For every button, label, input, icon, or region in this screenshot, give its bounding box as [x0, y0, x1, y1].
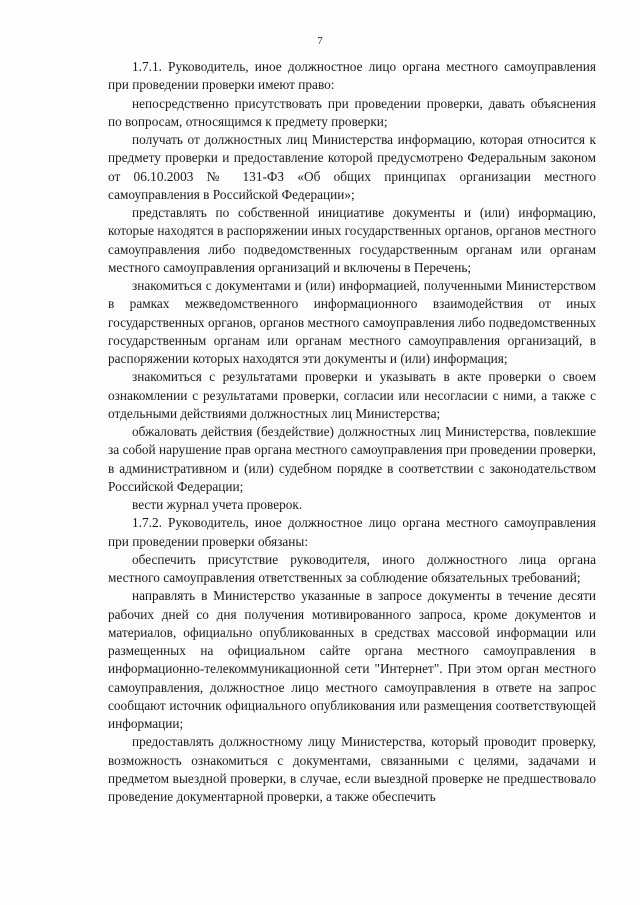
paragraph: знакомиться с документами и (или) информацией, полученными Министерством в рамках межведомственного информационного взаимодействия от иных государственных органов, органов местного самоуправления либо подведомственных государственным органам или органам местного самоуправления организаций, в распоряжении которых находятся эти документы и (или) информация; — [108, 278, 596, 366]
paragraph: обеспечить присутствие руководителя, иного должностного лица органа местного самоуправления ответственных за соблюдение обязательных требований; — [108, 551, 596, 585]
document-body — [108, 58, 596, 806]
paragraph: представлять по собственной инициативе документы и (или) информацию, которые находятся в распоряжении иных государственных органов, органов местного самоуправления либо подведомственных государственным органам или органам местного самоуправления организаций и включены в Перечень; — [108, 205, 596, 275]
paragraph: вести журнал учета проверок. — [132, 497, 303, 512]
paragraph: 1.7.2. Руководитель, иное должностное лицо органа местного самоуправления при проведении проверки обязаны: — [108, 515, 596, 549]
paragraph: непосредственно присутствовать при проведении проверки, давать объяснения по вопросам, относящимся к предмету проверки; — [108, 95, 596, 129]
paragraph: 1.7.1. Руководитель, иное должностное лицо органа местного самоуправления при проведении проверки имеют право: — [108, 59, 596, 93]
paragraph: обжаловать действия (бездействие) должностных лиц Министерства, повлекшие за собой нарушение прав органа местного самоуправления при проведении проверки, в административном и (или) судебном порядке в соответствии с законодательством Российской Федерации; — [108, 424, 596, 494]
paragraph: предоставлять должностному лицу Министерства, который проводит проверку, возможность ознакомиться с документами, связанными с целями, задачами и предметом выездной проверки, в случае, если выездной проверке не предшествовало проведение документарной проверки, а также обеспечить — [108, 734, 596, 804]
page-number: 7 — [317, 35, 323, 47]
paragraph: знакомиться с результатами проверки и указывать в акте проверки о своем ознакомлении с результатами проверки, согласии или несогласии с ними, а также с отдельными действиями должностных лиц Министерства; — [108, 369, 596, 421]
paragraph: получать от должностных лиц Министерства информацию, которая относится к предмету проверки и предоставление которой предусмотрено Федеральным законом от 06.10.2003 № 131-ФЗ «Об общих принципах организации местного самоуправления в Российской Федерации»; — [108, 132, 596, 202]
paragraph: направлять в Министерство указанные в запросе документы в течение десяти рабочих дней со дня получения мотивированного запроса, кроме документов и материалов, официально опубликованных в средствах массовой информации или размещенных на официальном сайте органа местного самоуправления в информационно-телекоммуникационной сети "Интернет". При этом орган местного самоуправления, должностное лицо местного самоуправления в ответе на запрос сообщают источник официального опубликования или размещения соответствующей информации; — [108, 588, 596, 731]
